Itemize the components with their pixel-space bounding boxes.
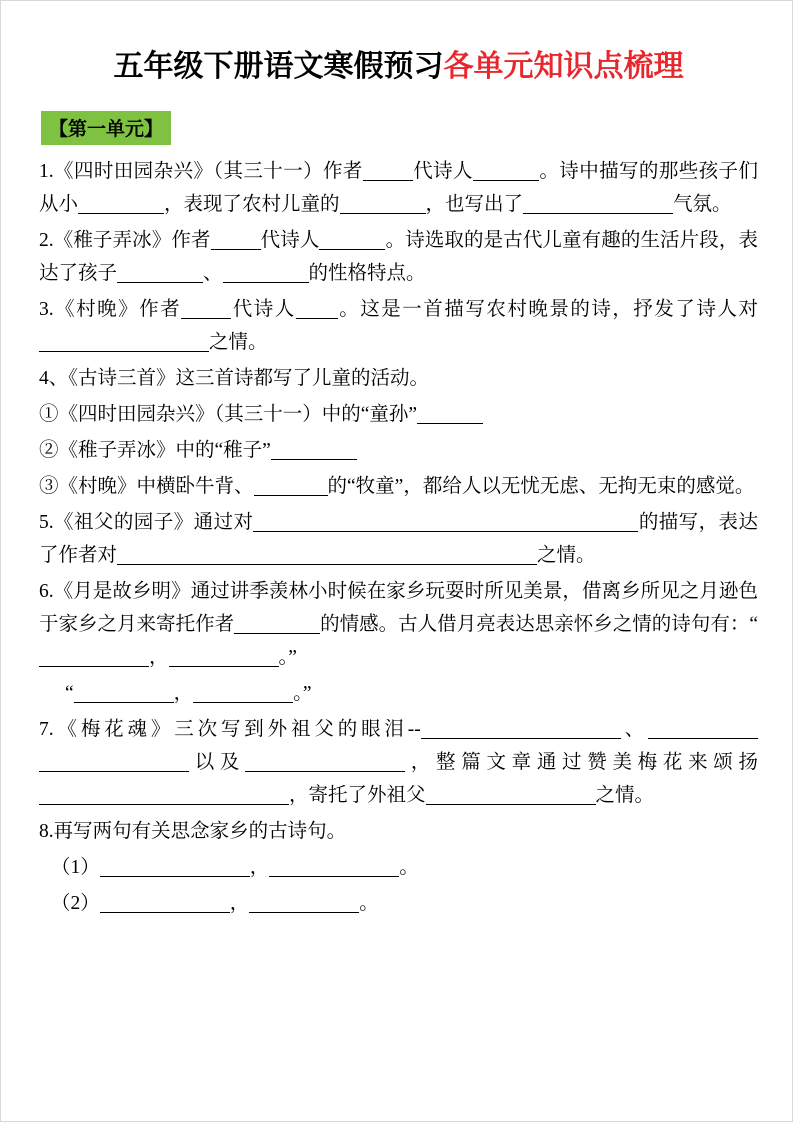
- q2-text-1: 《稚子弄冰》作者: [53, 230, 211, 251]
- blank-line[interactable]: [253, 510, 618, 532]
- q1-number: 1.: [39, 161, 54, 182]
- blank-line[interactable]: [223, 261, 309, 283]
- question-6: [39, 575, 758, 674]
- q4a-number: ①: [39, 404, 59, 425]
- blank-line[interactable]: [269, 855, 399, 877]
- blank-line[interactable]: [319, 228, 385, 250]
- q5-number: 5.: [39, 512, 54, 533]
- blank-line[interactable]: [78, 192, 164, 214]
- q7-text-3: 以及: [189, 752, 246, 773]
- blank-line[interactable]: [618, 510, 638, 532]
- blank-line[interactable]: [39, 645, 149, 667]
- q4c-number: ③: [39, 476, 59, 497]
- question-1: [39, 155, 758, 221]
- blank-line[interactable]: [117, 543, 537, 565]
- question-4c: [39, 470, 758, 503]
- blank-line[interactable]: [39, 330, 209, 352]
- q3-text-2: 代诗人: [231, 299, 296, 320]
- blank-line[interactable]: [523, 192, 673, 214]
- blank-line[interactable]: [426, 783, 596, 805]
- q1-text-2: 代诗人: [412, 161, 473, 182]
- question-6-continued: [39, 677, 758, 710]
- q5-text-3: 之情。: [537, 545, 596, 566]
- q8b-number: （2）: [51, 893, 100, 914]
- blank-line[interactable]: [193, 681, 293, 703]
- q1-text-5: ，也写出了: [425, 194, 524, 215]
- blank-line[interactable]: [271, 438, 357, 460]
- blank-line[interactable]: [363, 159, 413, 181]
- question-5: [39, 506, 758, 572]
- q8-text-1: 再写两句有关思念家乡的古诗句。: [53, 821, 347, 842]
- question-8b: [39, 887, 758, 920]
- q7-text-4: ，整篇文章通过赞美梅花来颂扬: [405, 752, 758, 773]
- q8a-number: （1）: [51, 857, 100, 878]
- q2-text-2: 代诗人: [260, 230, 320, 251]
- q1-text-1: 《四时田园杂兴》（其三十一）作者: [53, 161, 363, 182]
- blank-line[interactable]: [340, 192, 426, 214]
- blank-line[interactable]: [254, 474, 328, 496]
- q2-text-3: 。诗选取的是古代儿童有趣的生活片段，表达了孩子: [39, 230, 758, 284]
- q4a-text-1: 《四时田园杂兴》（其三十一）中的“童孙”: [58, 404, 418, 425]
- question-8: [39, 815, 758, 848]
- question-3: [39, 293, 758, 359]
- blank-line[interactable]: [181, 297, 231, 319]
- q4c-text-2: 的“牧童”，都给人以无忧无虑、无拘无束的感觉。: [327, 476, 755, 497]
- q6-text-7: 。”: [293, 683, 312, 704]
- q8b-text-1: ，: [229, 893, 250, 914]
- q6-text-6: ，: [173, 683, 194, 704]
- blank-line[interactable]: [39, 750, 189, 772]
- q6-text-3: ，: [149, 647, 169, 668]
- q6-number: 6.: [39, 581, 54, 602]
- blank-line[interactable]: [417, 402, 483, 424]
- blank-line[interactable]: [169, 645, 279, 667]
- question-2: [39, 224, 758, 290]
- title-red-text: 各单元知识点梳理: [443, 50, 684, 83]
- q4-number: 4、: [39, 368, 69, 389]
- blank-line[interactable]: [648, 717, 758, 739]
- q8a-text-2: 。: [399, 857, 419, 878]
- q7-text-5: ，寄托了外祖父: [289, 785, 426, 806]
- q1-text-3: 。诗中描写的那些孩子们从小: [39, 161, 758, 215]
- blank-line[interactable]: [296, 297, 338, 319]
- blank-line[interactable]: [100, 855, 250, 877]
- q2-text-5: 的性格特点。: [308, 263, 426, 284]
- q4c-text-1: 《村晚》中横卧牛背、: [58, 476, 254, 497]
- q7-text-1: 《梅花魂》三次写到外祖父的眼泪--: [53, 719, 421, 740]
- q1-text-4: ，表现了农村儿童的: [164, 194, 340, 215]
- q3-text-3: 。这是一首描写农村晚景的诗，抒发了诗人对: [337, 299, 758, 320]
- q8a-text-1: ，: [249, 857, 270, 878]
- q2-text-4: 、: [203, 263, 223, 284]
- blank-line[interactable]: [234, 612, 320, 634]
- blank-line[interactable]: [117, 261, 203, 283]
- q7-number: 7.: [39, 719, 54, 740]
- q4b-text-1: 《稚子弄冰》中的“稚子”: [58, 440, 271, 461]
- blank-line[interactable]: [74, 681, 174, 703]
- question-4: [39, 362, 758, 395]
- question-4b: [39, 434, 758, 467]
- q3-text-1: 《村晚》作者: [53, 299, 182, 320]
- question-7: [39, 713, 758, 812]
- blank-line[interactable]: [473, 159, 539, 181]
- blank-line[interactable]: [245, 750, 405, 772]
- blank-line[interactable]: [211, 228, 261, 250]
- q4b-number: ②: [39, 440, 59, 461]
- q8b-text-2: 。: [359, 893, 379, 914]
- page-title: [39, 41, 758, 85]
- blank-line[interactable]: [39, 783, 289, 805]
- q6-text-1: 《月是故乡明》通过讲季羡林小时候在家乡玩耍时所见美景，借离乡所见之月逊色于家乡之月来寄托作者: [39, 581, 758, 635]
- blank-line[interactable]: [421, 717, 621, 739]
- question-4a: [39, 398, 758, 431]
- q4-text-1: 《古诗三首》这三首诗都写了儿童的活动。: [68, 368, 430, 389]
- title-black-text: 五年级下册语文寒假预习: [113, 50, 444, 83]
- q3-text-4: 之情。: [209, 332, 268, 353]
- q6-text-2: 的情感。古人借月亮表达思亲怀乡之情的诗句有：“: [320, 614, 758, 635]
- q6-text-4: 。”: [278, 647, 297, 668]
- q5-text-2: 的描写，表达了作者对: [39, 512, 758, 566]
- q6-text-5: “: [65, 683, 74, 704]
- q1-text-6: 气氛。: [673, 194, 732, 215]
- unit-heading: 【第一单元】: [41, 111, 171, 145]
- question-8a: [39, 851, 758, 884]
- q3-number: 3.: [39, 299, 54, 320]
- q5-text-1: 《祖父的园子》通过对: [53, 512, 254, 533]
- blank-line[interactable]: [249, 891, 359, 913]
- q8-number: 8.: [39, 821, 54, 842]
- blank-line[interactable]: [100, 891, 230, 913]
- q7-text-6: 之情。: [595, 785, 655, 806]
- q7-text-2: 、: [620, 719, 648, 740]
- q2-number: 2.: [39, 230, 54, 251]
